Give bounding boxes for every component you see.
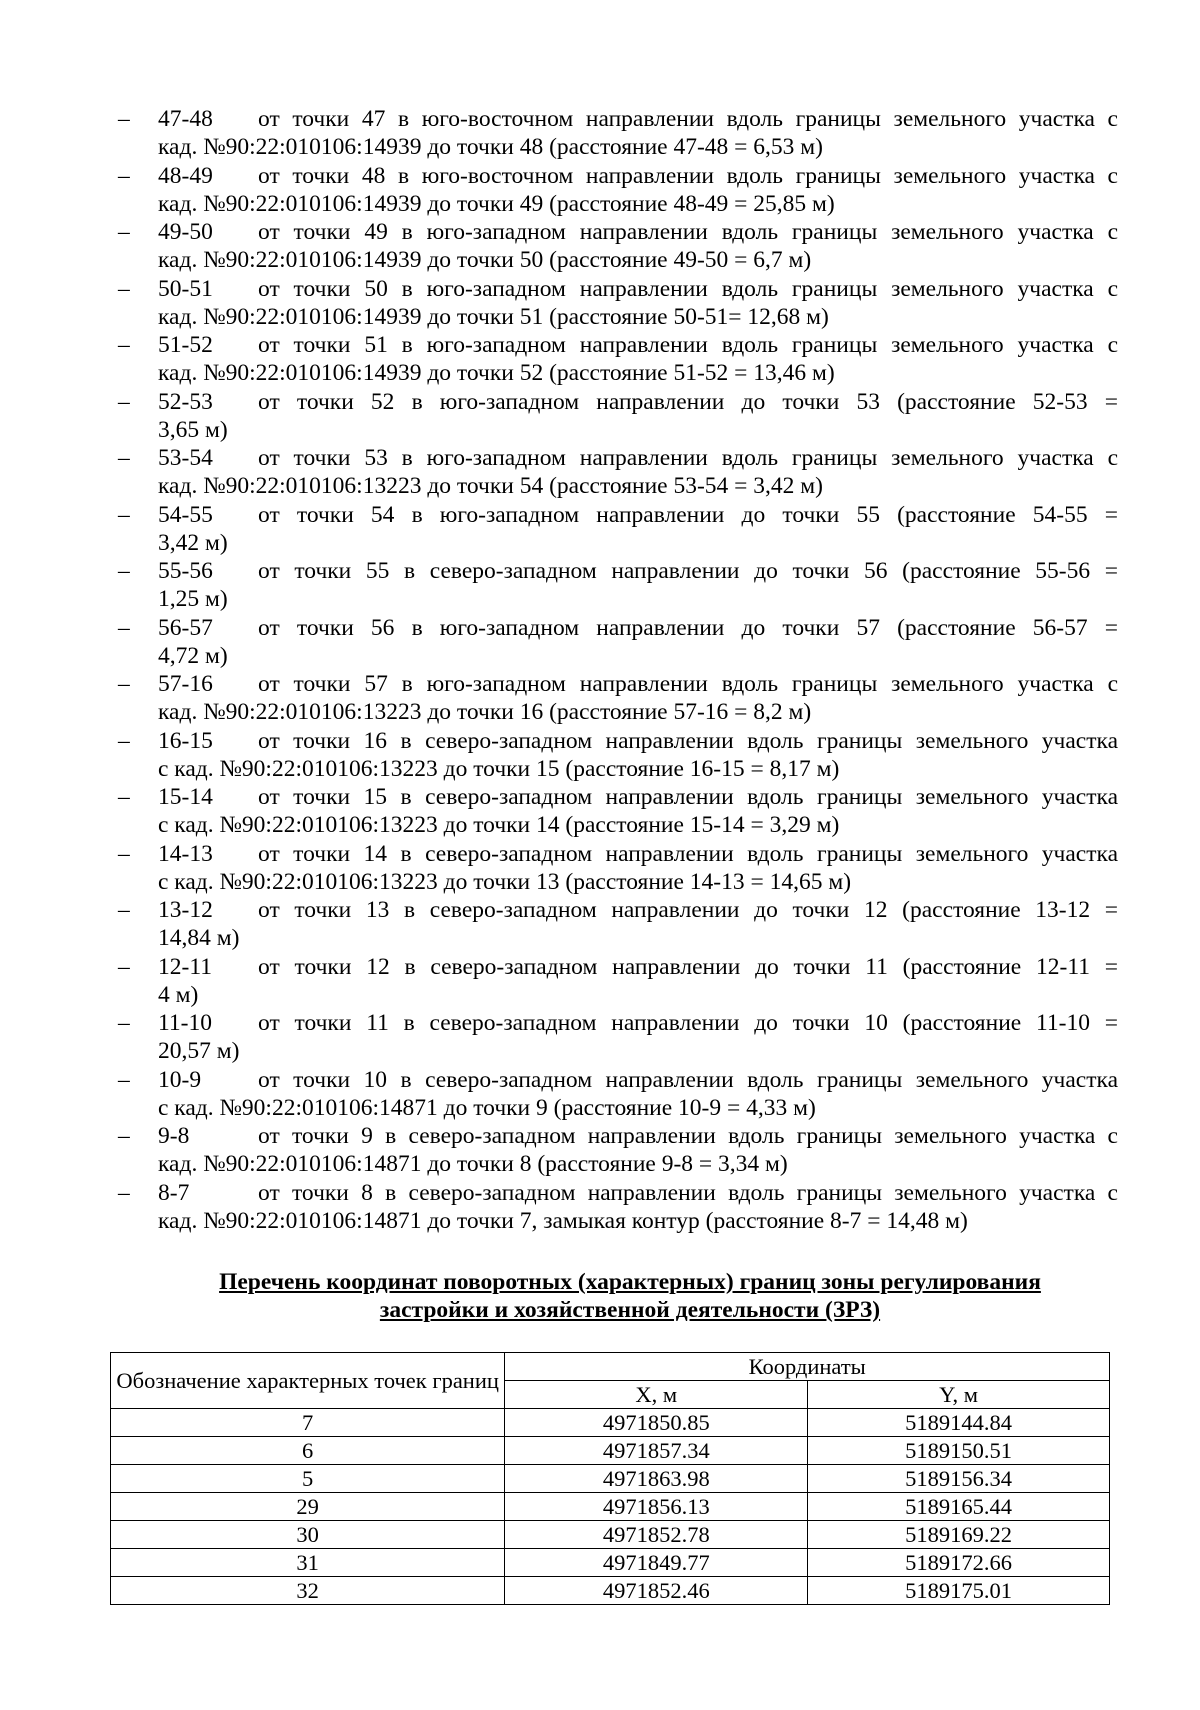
list-item-first-line [158,783,1118,811]
list-item [118,275,1118,332]
list-item [118,1179,1118,1236]
list-bullet: – [118,219,130,245]
segment-list [118,105,1118,1235]
list-item-first-line [158,105,1118,133]
point-cell: 31 [111,1549,505,1577]
segment-text-line-1: от точки 8 в северо-западном направлении вдоль границы земельного участка с [258,1179,1118,1206]
list-item [118,501,1118,558]
list-item [118,1009,1118,1066]
segment-number: 50-51 [158,275,213,302]
segment-number: 14-13 [158,840,213,867]
list-item-body [158,1179,1118,1235]
list-item [118,162,1118,219]
list-item [118,331,1118,388]
list-item [118,670,1118,727]
table-row [111,1549,1110,1577]
point-designation-header: Обозначение характерных точек границ [111,1353,505,1409]
list-bullet: – [118,501,130,528]
coordinates-heading [130,1268,1130,1324]
list-item [118,388,1118,445]
list-item [118,614,1118,671]
y-cell: 5189150.51 [808,1437,1110,1465]
segment-text-line-1: от точки 47 в юго-восточном направлении вдоль границы земельного участка с [258,106,1118,132]
list-bullet: – [118,897,130,923]
list-item-first-line [158,727,1118,755]
segment-number: 55-56 [158,558,213,584]
segment-number: 47-48 [158,106,213,132]
segment-text-line-2: кад. №90:22:010106:14939 до точки 52 (расстояние 51-52 = 13,46 м) [158,360,835,386]
segment-text-line-1: от точки 56 в юго-западном направлении до точки 57 (расстояние 56-57 = [258,614,1118,641]
table-row [111,1437,1110,1465]
segment-number: 13-12 [158,897,213,923]
list-item-body [158,275,1118,331]
list-item-first-line [158,275,1118,303]
segment-text-line-2: с кад. №90:22:010106:13223 до точки 13 (расстояние 14-13 = 14,65 м) [158,868,852,895]
list-item [118,105,1118,162]
y-cell: 5189175.01 [808,1577,1110,1605]
list-item-body [158,783,1118,839]
y-header: Y, м [808,1381,1110,1409]
segment-text-line-1: от точки 53 в юго-западном направлении вдоль границы земельного участка с [258,445,1118,471]
table-row [111,1493,1110,1521]
segment-text-line-2: кад. №90:22:010106:14871 до точки 8 (расстояние 9-8 = 3,34 м) [158,1151,788,1177]
segment-text-line-1: от точки 14 в северо-западном направлении вдоль границы земельного участка [258,840,1118,867]
list-item-body [158,896,1118,952]
list-item [118,557,1118,614]
list-item-first-line [158,218,1118,246]
segment-text-line-2: с кад. №90:22:010106:13223 до точки 15 (расстояние 16-15 = 8,17 м) [158,755,840,782]
segment-text-line-2: 4 м) [158,981,199,1008]
segment-text-line-1: от точки 55 в северо-западном направлении до точки 56 (расстояние 55-56 = [258,558,1118,584]
x-header: X, м [505,1381,808,1409]
list-item-first-line [158,162,1118,190]
point-cell: 7 [111,1409,505,1437]
segment-text-line-2: кад. №90:22:010106:13223 до точки 16 (расстояние 57-16 = 8,2 м) [158,699,812,725]
list-item [118,840,1118,897]
list-bullet: – [118,1066,130,1093]
list-bullet: – [118,953,130,980]
segment-text-line-1: от точки 11 в северо-западном направлении до точки 10 (расстояние 11-10 = [258,1010,1118,1036]
segment-text-line-2: кад. №90:22:010106:14871 до точки 7, замыкая контур (расстояние 8-7 = 14,48 м) [158,1207,968,1234]
list-item-body [158,444,1118,500]
list-bullet: – [118,727,130,754]
list-item [118,1122,1118,1179]
segment-number: 54-55 [158,501,213,528]
list-item [118,727,1118,784]
list-bullet: – [118,784,130,810]
list-item-first-line [158,501,1118,529]
list-item-body [158,1066,1118,1122]
segment-text-line-2: кад. №90:22:010106:13223 до точки 54 (расстояние 53-54 = 3,42 м) [158,473,823,499]
segment-text-line-1: от точки 54 в юго-западном направлении до точки 55 (расстояние 54-55 = [258,501,1118,528]
list-bullet: – [118,275,130,302]
list-bullet: – [118,840,130,867]
list-item-body [158,218,1118,274]
list-item-body [158,840,1118,896]
point-cell: 30 [111,1521,505,1549]
segment-text-line-2: кад. №90:22:010106:14939 до точки 49 (расстояние 48-49 = 25,85 м) [158,190,835,217]
list-bullet: – [118,162,130,189]
segment-text-line-1: от точки 49 в юго-западном направлении вдоль границы земельного участка с [258,219,1118,245]
list-item-first-line [158,896,1118,924]
list-item-body [158,1009,1118,1065]
segment-number: 16-15 [158,727,213,754]
heading-line-2: застройки и хозяйственной деятельности (ЗРЗ) [379,1297,881,1323]
table-row [111,1409,1110,1437]
list-item-body [158,105,1118,161]
list-item-body [158,1122,1118,1178]
point-cell: 6 [111,1437,505,1465]
segment-text-line-2: 1,25 м) [158,586,228,612]
list-item-body [158,670,1118,726]
segment-text-line-2: 14,84 м) [158,925,240,951]
x-cell: 4971856.13 [505,1493,808,1521]
segment-number: 52-53 [158,388,213,415]
segment-text-line-2: кад. №90:22:010106:14939 до точки 50 (расстояние 49-50 = 6,7 м) [158,247,812,273]
x-cell: 4971850.85 [505,1409,808,1437]
y-cell: 5189165.44 [808,1493,1110,1521]
segment-text-line-1: от точки 51 в юго-западном направлении вдоль границы земельного участка с [258,332,1118,358]
list-item-body [158,953,1118,1009]
list-item-first-line [158,1009,1118,1037]
list-bullet: – [118,671,130,697]
segment-text-line-2: с кад. №90:22:010106:14871 до точки 9 (расстояние 10-9 = 4,33 м) [158,1094,816,1121]
list-bullet: – [118,445,130,471]
point-cell: 5 [111,1465,505,1493]
segment-text-line-1: от точки 48 в юго-восточном направлении вдоль границы земельного участка с [258,162,1118,189]
segment-text-line-2: 3,65 м) [158,416,228,443]
segment-number: 9-8 [158,1123,190,1149]
list-bullet: – [118,106,130,132]
list-item [118,896,1118,953]
list-item [118,953,1118,1010]
table-row [111,1465,1110,1493]
segment-number: 56-57 [158,614,213,641]
list-item-body [158,501,1118,557]
segment-number: 10-9 [158,1066,202,1093]
segment-number: 11-10 [158,1010,212,1036]
table-row [111,1521,1110,1549]
list-item [118,1066,1118,1123]
list-item-body [158,162,1118,218]
list-bullet: – [118,332,130,358]
list-item-first-line [158,840,1118,868]
list-item-first-line [158,444,1118,472]
segment-number: 15-14 [158,784,213,810]
segment-text-line-1: от точки 50 в юго-западном направлении вдоль границы земельного участка с [258,275,1118,302]
point-cell: 29 [111,1493,505,1521]
list-item [118,218,1118,275]
segment-number: 48-49 [158,162,213,189]
heading-line-1: Перечень координат поворотных (характерных) границ зоны регулирования [219,1269,1041,1295]
segment-text-line-1: от точки 13 в северо-западном направлении до точки 12 (расстояние 13-12 = [258,897,1118,923]
list-item-first-line [158,1066,1118,1094]
segment-text-line-1: от точки 52 в юго-западном направлении до точки 53 (расстояние 52-53 = [258,388,1118,415]
x-cell: 4971849.77 [505,1549,808,1577]
list-item [118,444,1118,501]
x-cell: 4971863.98 [505,1465,808,1493]
list-item-first-line [158,557,1118,585]
y-cell: 5189169.22 [808,1521,1110,1549]
list-item-body [158,614,1118,670]
x-cell: 4971857.34 [505,1437,808,1465]
list-item-first-line [158,331,1118,359]
list-item-body [158,727,1118,783]
segment-text-line-2: 3,42 м) [158,529,228,556]
x-cell: 4971852.78 [505,1521,808,1549]
segment-text-line-2: 4,72 м) [158,642,228,669]
list-item-first-line [158,670,1118,698]
segment-text-line-1: от точки 57 в юго-западном направлении вдоль границы земельного участка с [258,671,1118,697]
y-cell: 5189156.34 [808,1465,1110,1493]
list-item-first-line [158,1179,1118,1207]
list-bullet: – [118,388,130,415]
segment-number: 12-11 [158,953,212,980]
list-item-first-line [158,1122,1118,1150]
list-bullet: – [118,1123,130,1149]
table-header-row [111,1353,1110,1381]
list-item-first-line [158,953,1118,981]
segment-number: 49-50 [158,219,213,245]
segment-text-line-2: кад. №90:22:010106:14939 до точки 48 (расстояние 47-48 = 6,53 м) [158,134,823,160]
list-bullet: – [118,1010,130,1036]
list-item [118,783,1118,840]
segment-text-line-2: кад. №90:22:010106:14939 до точки 51 (расстояние 50-51= 12,68 м) [158,303,829,330]
segment-text-line-2: 20,57 м) [158,1038,240,1064]
list-item-body [158,388,1118,444]
y-cell: 5189144.84 [808,1409,1110,1437]
segment-text-line-1: от точки 9 в северо-западном направлении вдоль границы земельного участка с [258,1123,1118,1149]
segment-text-line-1: от точки 15 в северо-западном направлении вдоль границы земельного участка [258,784,1118,810]
segment-text-line-1: от точки 10 в северо-западном направлении вдоль границы земельного участка [258,1066,1118,1093]
x-cell: 4971852.46 [505,1577,808,1605]
list-item-first-line [158,614,1118,642]
segment-number: 57-16 [158,671,213,697]
segment-text-line-2: с кад. №90:22:010106:13223 до точки 14 (расстояние 15-14 = 3,29 м) [158,812,840,838]
table-row [111,1577,1110,1605]
table-body [111,1409,1110,1605]
point-cell: 32 [111,1577,505,1605]
list-bullet: – [118,614,130,641]
segment-text-line-1: от точки 12 в северо-западном направлении до точки 11 (расстояние 12-11 = [258,953,1118,980]
coordinates-header: Координаты [505,1353,1110,1381]
list-item-body [158,557,1118,613]
list-item-body [158,331,1118,387]
segment-number: 8-7 [158,1179,190,1206]
segment-number: 51-52 [158,332,213,358]
list-bullet: – [118,558,130,584]
segment-text-line-1: от точки 16 в северо-западном направлении вдоль границы земельного участка [258,727,1118,754]
y-cell: 5189172.66 [808,1549,1110,1577]
list-item-first-line [158,388,1118,416]
list-bullet: – [118,1179,130,1206]
segment-number: 53-54 [158,445,213,471]
coordinates-table [110,1352,1110,1605]
